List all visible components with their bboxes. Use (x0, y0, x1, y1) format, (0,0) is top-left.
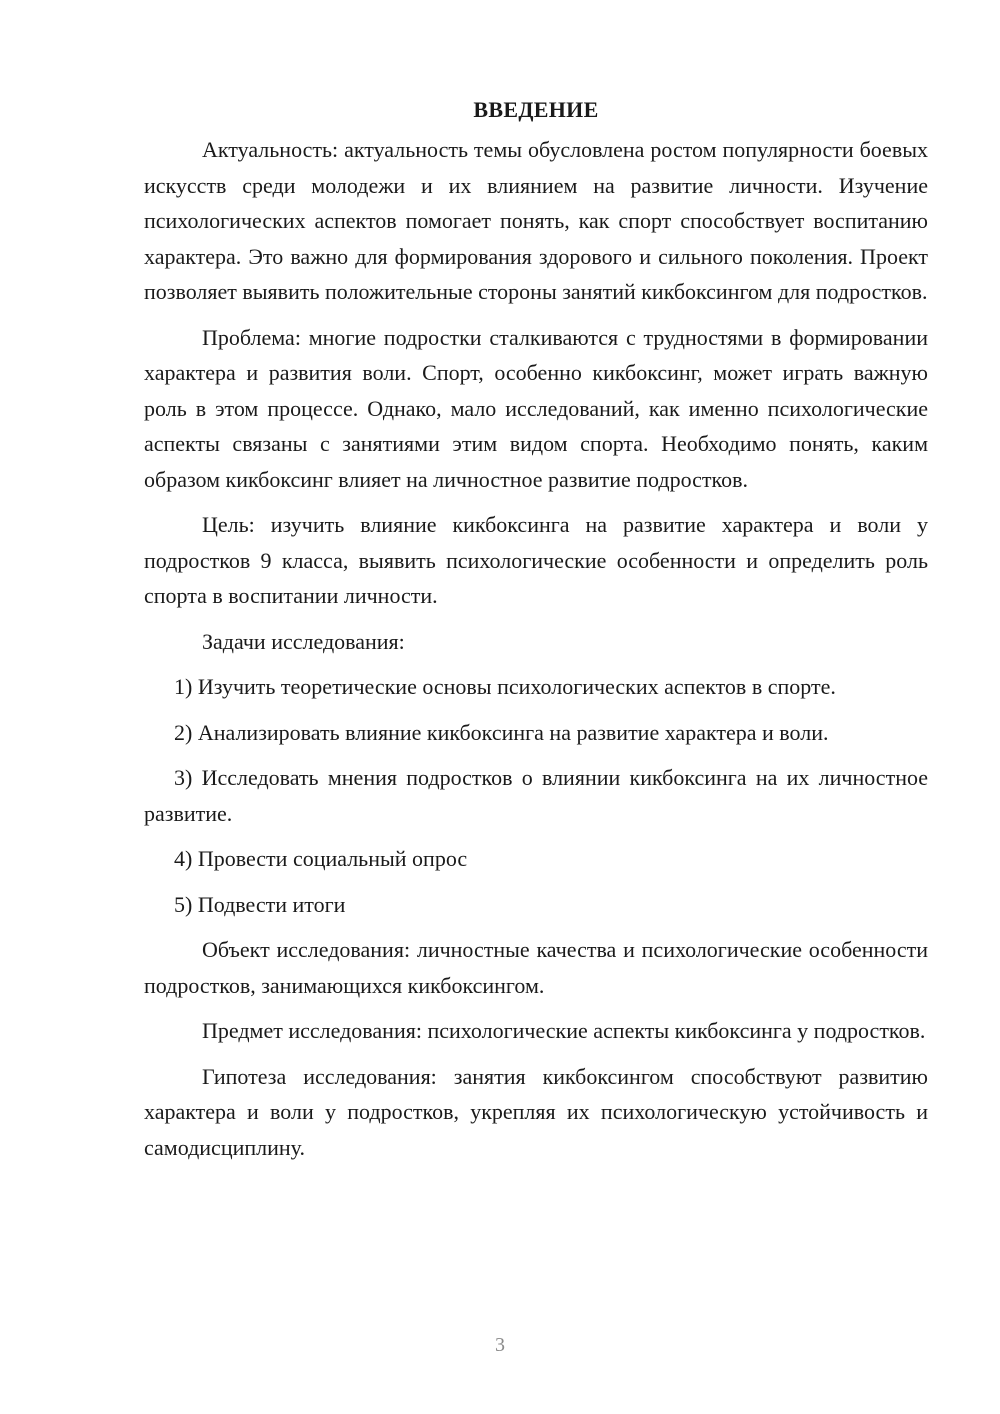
paragraph-goal: Цель: изучить влияние кикбоксинга на развитие характера и воли у подростков 9 класса, выявить психологические особенности и определить роль спорта в воспитании личности. (144, 512, 928, 608)
task-item: 4) Провести социальный опрос (174, 846, 468, 871)
task-item: 1) Изучить теоретические основы психологических аспектов в спорте. (174, 674, 836, 699)
page-content (144, 92, 928, 1175)
page-number: 3 (495, 1334, 505, 1356)
paragraph-tasks-heading: Задачи исследования: (202, 628, 405, 654)
paragraph-relevance: Актуальность: актуальность темы обусловлена ростом популярности боевых искусств среди молодежи и их влиянием на развитие личности. Изучение психологических аспектов помогает понять, как спорт способствует воспитанию характера. Это важно для формирования здорового и сильного поколения. Проект позволяет выявить положительные стороны занятий кикбоксингом для подростков. (144, 137, 928, 304)
task-item: 3) Исследовать мнения подростков о влиянии кикбоксинга на их личностное развитие. (144, 765, 928, 826)
paragraph-problem: Проблема: многие подростки сталкиваются с трудностями в формировании характера и развития воли. Спорт, особенно кикбоксинг, может играть важную роль в этом процессе. Однако, мало исследований, как именно психологические аспекты связаны с занятиями этим видом спорта. Необходимо понять, каким образом кикбоксинг влияет на личностное развитие подростков. (144, 324, 928, 492)
task-item: 2) Анализировать влияние кикбоксинга на развитие характера и воли. (174, 719, 829, 745)
paragraph-subject: Предмет исследования: психологические аспекты кикбоксинга у подростков. (202, 1018, 926, 1043)
task-item: 5) Подвести итоги (174, 891, 346, 917)
paragraph-hypothesis: Гипотеза исследования: занятия кикбоксингом способствуют развитию характера и воли у подростков, укрепляя их психологическую устойчивость и самодисциплину. (144, 1063, 928, 1160)
page-title: ВВЕДЕНИЕ (473, 97, 599, 122)
paragraph-object: Объект исследования: личностные качества и психологические особенности подростков, занимающихся кикбоксингом. (144, 937, 928, 998)
